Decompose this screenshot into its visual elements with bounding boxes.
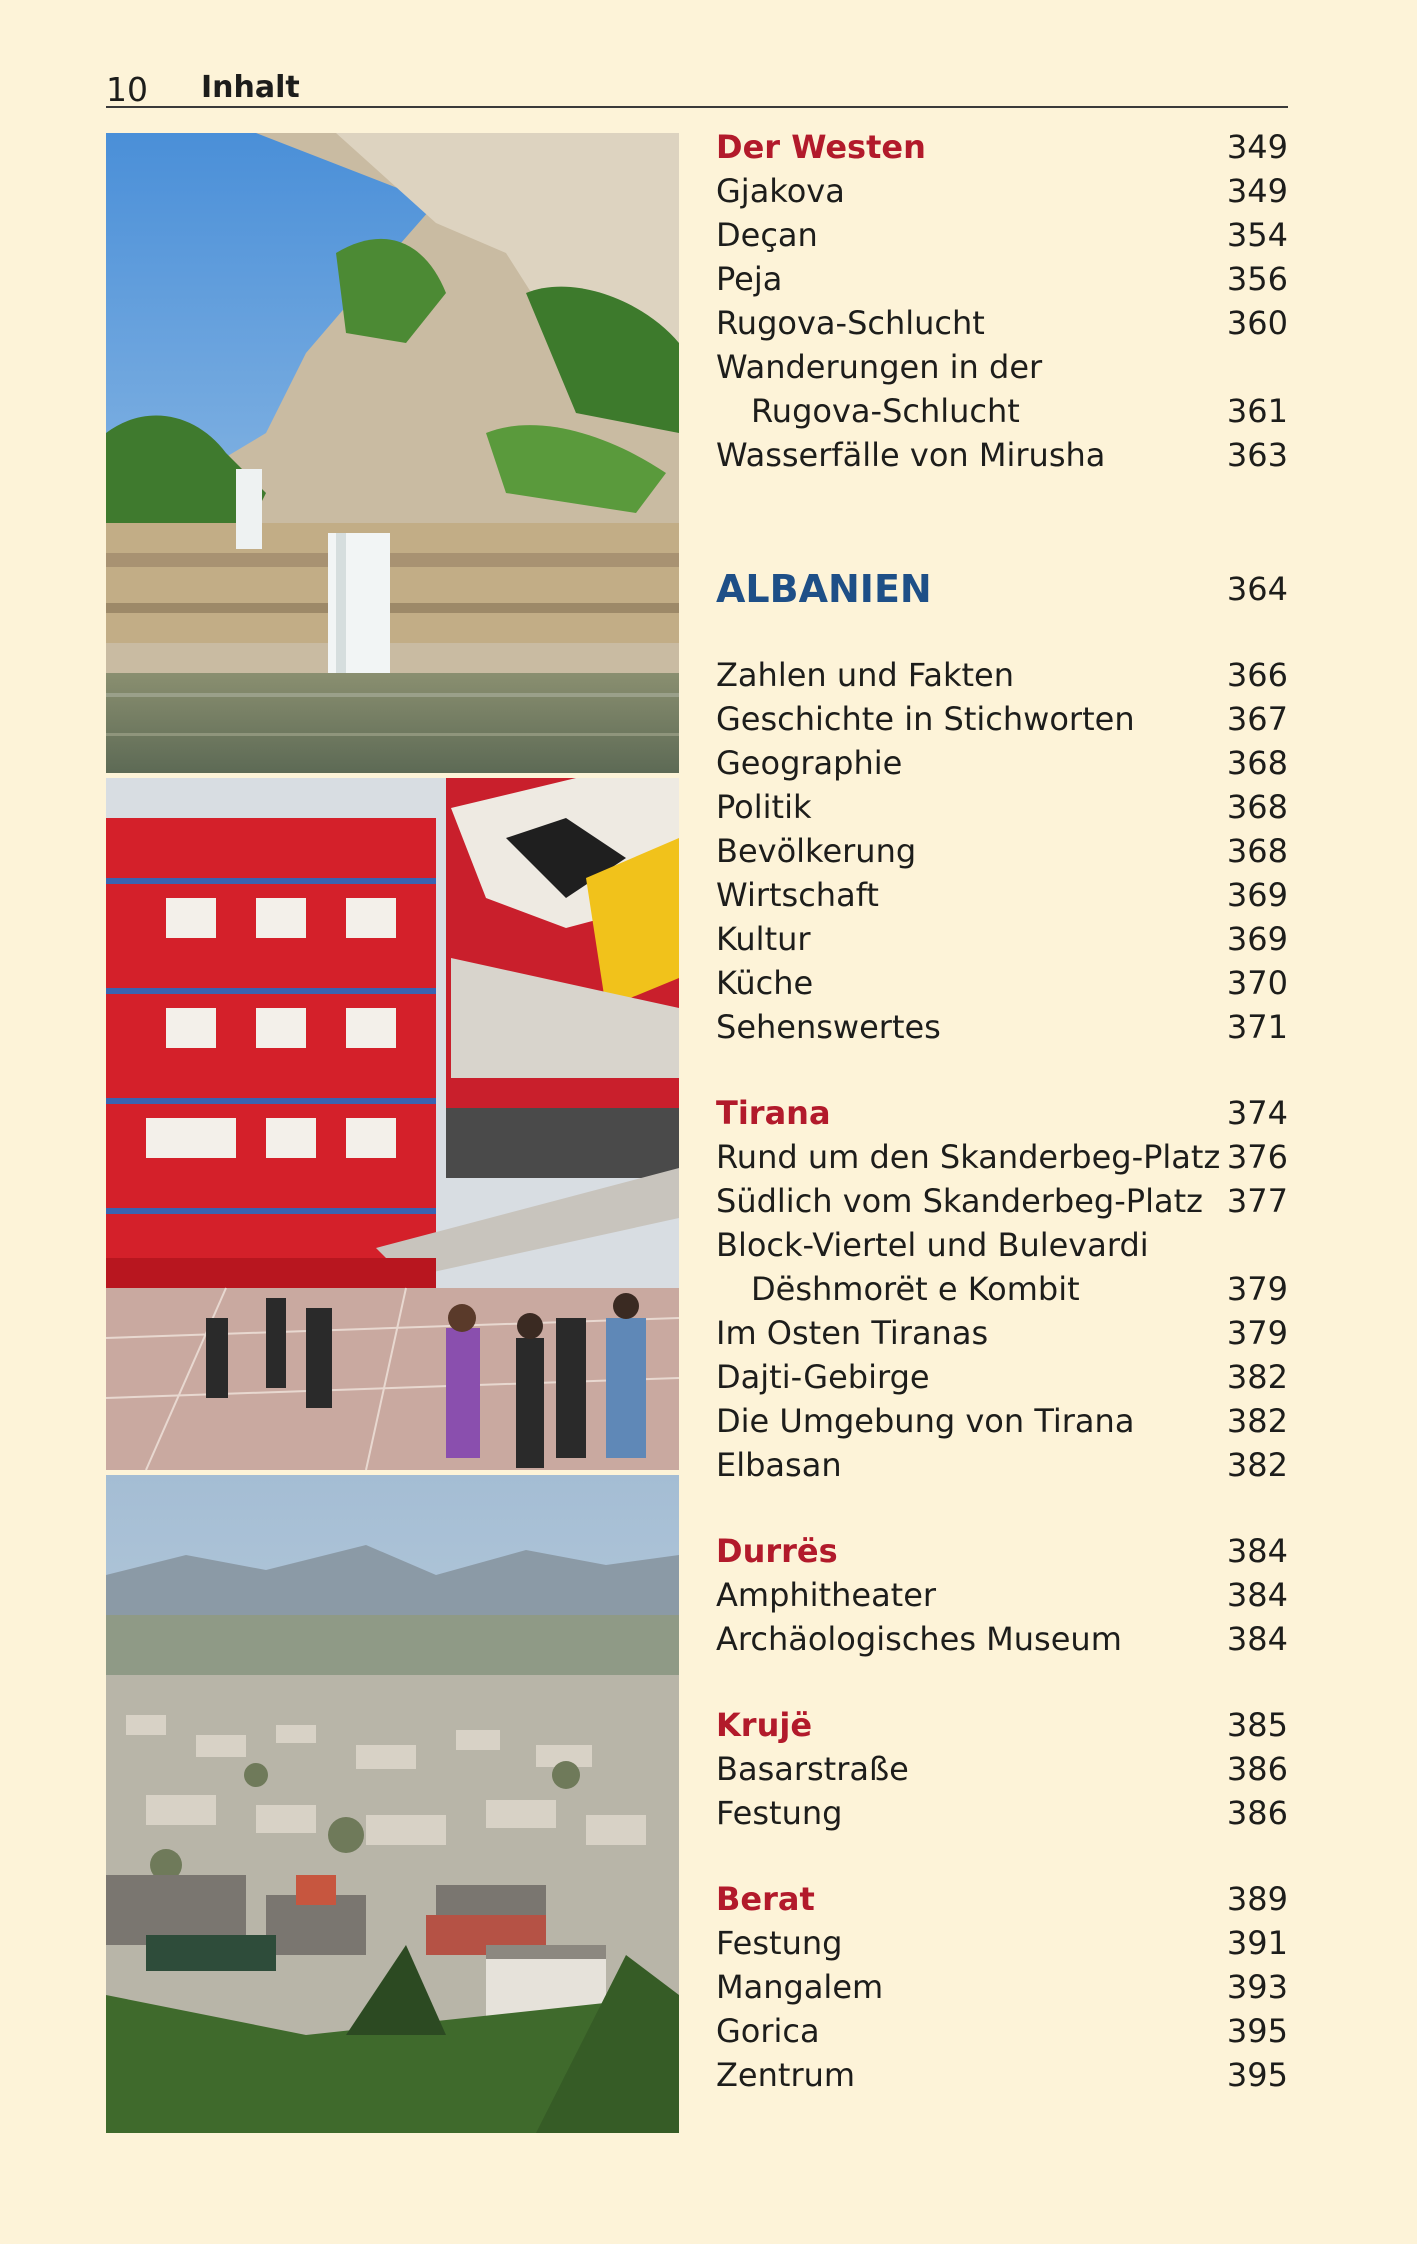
toc-entry-label: Im Osten Tiranas (716, 1314, 989, 1352)
toc-entry-label: Wanderungen in der (716, 348, 1043, 386)
toc-entry-label: Wirtschaft (716, 876, 879, 914)
toc-entry[interactable] (716, 1575, 1288, 1619)
toc-page-number: 349 (1226, 128, 1288, 166)
toc-entry[interactable] (716, 347, 1288, 391)
toc-entry[interactable] (716, 1401, 1288, 1445)
toc-entry-label: Festung (716, 1794, 843, 1832)
toc-entry-label: Politik (716, 788, 812, 826)
toc-section-title: Der Westen (716, 128, 926, 166)
toc-page-number: 371 (1226, 1008, 1288, 1046)
toc-entry[interactable] (716, 831, 1288, 875)
toc-entry-label: Geographie (716, 744, 903, 782)
toc-entry[interactable] (716, 1357, 1288, 1401)
toc-page-number: 385 (1226, 1706, 1288, 1744)
toc-entry[interactable] (716, 1225, 1288, 1269)
toc-page-number: 364 (1226, 570, 1288, 608)
toc-page-number: 382 (1226, 1402, 1288, 1440)
toc-entry-label: Block-Viertel und Bulevardi (716, 1226, 1149, 1264)
toc-entry-label: Rugova-Schlucht (716, 304, 985, 342)
toc-entry[interactable] (716, 787, 1288, 831)
toc-entry-label: Amphitheater (716, 1576, 937, 1614)
toc-page-number: 370 (1226, 964, 1288, 1002)
toc-section-title: Berat (716, 1880, 815, 1918)
toc-entry[interactable] (716, 1793, 1288, 1837)
toc-page-number: 368 (1226, 832, 1288, 870)
toc-page-number: 374 (1226, 1094, 1288, 1132)
toc-page-number: 395 (1226, 2012, 1288, 2050)
toc-page-number: 391 (1226, 1924, 1288, 1962)
toc-entry[interactable] (716, 1007, 1288, 1051)
toc-page-number: 379 (1226, 1270, 1288, 1308)
toc-entry-label: Südlich vom Skanderbeg-Platz (716, 1182, 1203, 1220)
toc-page-number: 384 (1226, 1532, 1288, 1570)
toc-section[interactable] (716, 1531, 1288, 1575)
toc-page-number: 376 (1226, 1138, 1288, 1176)
toc-entry[interactable] (716, 963, 1288, 1007)
toc-entry-label: Basarstraße (716, 1750, 909, 1788)
toc-section[interactable] (716, 127, 1288, 171)
toc-entry-label: Rund um den Skanderbeg-Platz (716, 1138, 1221, 1176)
toc-page-number: 360 (1226, 304, 1288, 342)
toc-entry-label: Dajti-Gebirge (716, 1358, 930, 1396)
toc-entry-label: Gorica (716, 2012, 820, 2050)
toc-entry[interactable] (716, 655, 1288, 699)
toc-entry-label: Die Umgebung von Tirana (716, 1402, 1135, 1440)
page-title: Inhalt (201, 70, 300, 105)
toc-page-number: 366 (1226, 656, 1288, 694)
toc-entry[interactable] (716, 919, 1288, 963)
waterfall-photo (106, 133, 679, 773)
toc-entry[interactable] (716, 303, 1288, 347)
toc-page-number: 386 (1226, 1750, 1288, 1788)
toc-entry-label: Gjakova (716, 172, 845, 210)
toc-page-number: 368 (1226, 744, 1288, 782)
toc-country-title: ALBANIEN (716, 567, 932, 611)
toc-section-title: Durrës (716, 1532, 838, 1570)
toc-entry-label: Peja (716, 260, 783, 298)
toc-page-number: 369 (1226, 876, 1288, 914)
toc-entry[interactable] (716, 743, 1288, 787)
toc-page-number: 395 (1226, 2056, 1288, 2094)
toc-entry-label: Deçan (716, 216, 818, 254)
toc-entry[interactable] (716, 1181, 1288, 1225)
toc-page-number: 386 (1226, 1794, 1288, 1832)
toc-page-number: 361 (1226, 392, 1288, 430)
toc-entry[interactable] (716, 259, 1288, 303)
photo-column (106, 133, 679, 2133)
toc-entry-label: Dëshmorët e Kombit (751, 1270, 1080, 1308)
toc-page-number: 354 (1226, 216, 1288, 254)
toc-entry-label: Küche (716, 964, 814, 1002)
toc-section-title: Krujë (716, 1706, 813, 1744)
toc-entry-label: Elbasan (716, 1446, 842, 1484)
toc-page-number: 377 (1226, 1182, 1288, 1220)
toc-entry[interactable] (716, 875, 1288, 919)
toc-page-number: 389 (1226, 1880, 1288, 1918)
toc-page-number: 367 (1226, 700, 1288, 738)
toc-entry[interactable] (716, 215, 1288, 259)
toc-page-number: 393 (1226, 1968, 1288, 2006)
toc-entry-label: Geschichte in Stichworten (716, 700, 1135, 738)
toc-entry-label: Sehenswertes (716, 1008, 941, 1046)
toc-entry[interactable] (716, 1923, 1288, 1967)
toc-page-number: 382 (1226, 1358, 1288, 1396)
toc-page-number: 363 (1226, 436, 1288, 474)
toc-entry-label: Rugova-Schlucht (751, 392, 1020, 430)
toc-page-number: 379 (1226, 1314, 1288, 1352)
toc-section[interactable] (716, 1093, 1288, 1137)
toc-entry-label: Bevölkerung (716, 832, 917, 870)
toc-entry-label: Zentrum (716, 2056, 856, 2094)
toc-page-number: 382 (1226, 1446, 1288, 1484)
toc-entry[interactable] (716, 1313, 1288, 1357)
toc-entry[interactable] (716, 1967, 1288, 2011)
toc-entry-label: Mangalem (716, 1968, 884, 2006)
town-panorama-photo (106, 1475, 679, 2133)
toc-section[interactable] (716, 1705, 1288, 1749)
toc-entry-label: Archäologisches Museum (716, 1620, 1122, 1658)
toc-entry[interactable] (716, 391, 1288, 435)
toc-section-title: Tirana (716, 1094, 831, 1132)
toc-entry-label: Wasserfälle von Mirusha (716, 436, 1106, 474)
toc-entry[interactable] (716, 1619, 1288, 1663)
toc-entry[interactable] (716, 1137, 1288, 1181)
toc-entry[interactable] (716, 1269, 1288, 1313)
toc-page-number: 356 (1226, 260, 1288, 298)
toc-entry[interactable] (716, 699, 1288, 743)
toc-entry[interactable] (716, 171, 1288, 215)
page-number: 10 (106, 70, 148, 109)
toc-entry[interactable] (716, 1749, 1288, 1793)
toc-entry[interactable] (716, 1445, 1288, 1489)
toc-page-number: 349 (1226, 172, 1288, 210)
toc-entry-label: Zahlen und Fakten (716, 656, 1015, 694)
toc-entry[interactable] (716, 2055, 1288, 2099)
page-header (106, 66, 1288, 108)
toc-page-number: 369 (1226, 920, 1288, 958)
toc-page-number: 384 (1226, 1620, 1288, 1658)
toc-section[interactable] (716, 1879, 1288, 1923)
tirana-street-photo (106, 778, 679, 1470)
toc-page-number: 368 (1226, 788, 1288, 826)
toc-page-number: 384 (1226, 1576, 1288, 1614)
toc-entry[interactable] (716, 435, 1288, 479)
toc-entry[interactable] (716, 2011, 1288, 2055)
toc-entry-label: Festung (716, 1924, 843, 1962)
toc-entry-label: Kultur (716, 920, 811, 958)
toc-country-heading[interactable] (716, 569, 1288, 619)
